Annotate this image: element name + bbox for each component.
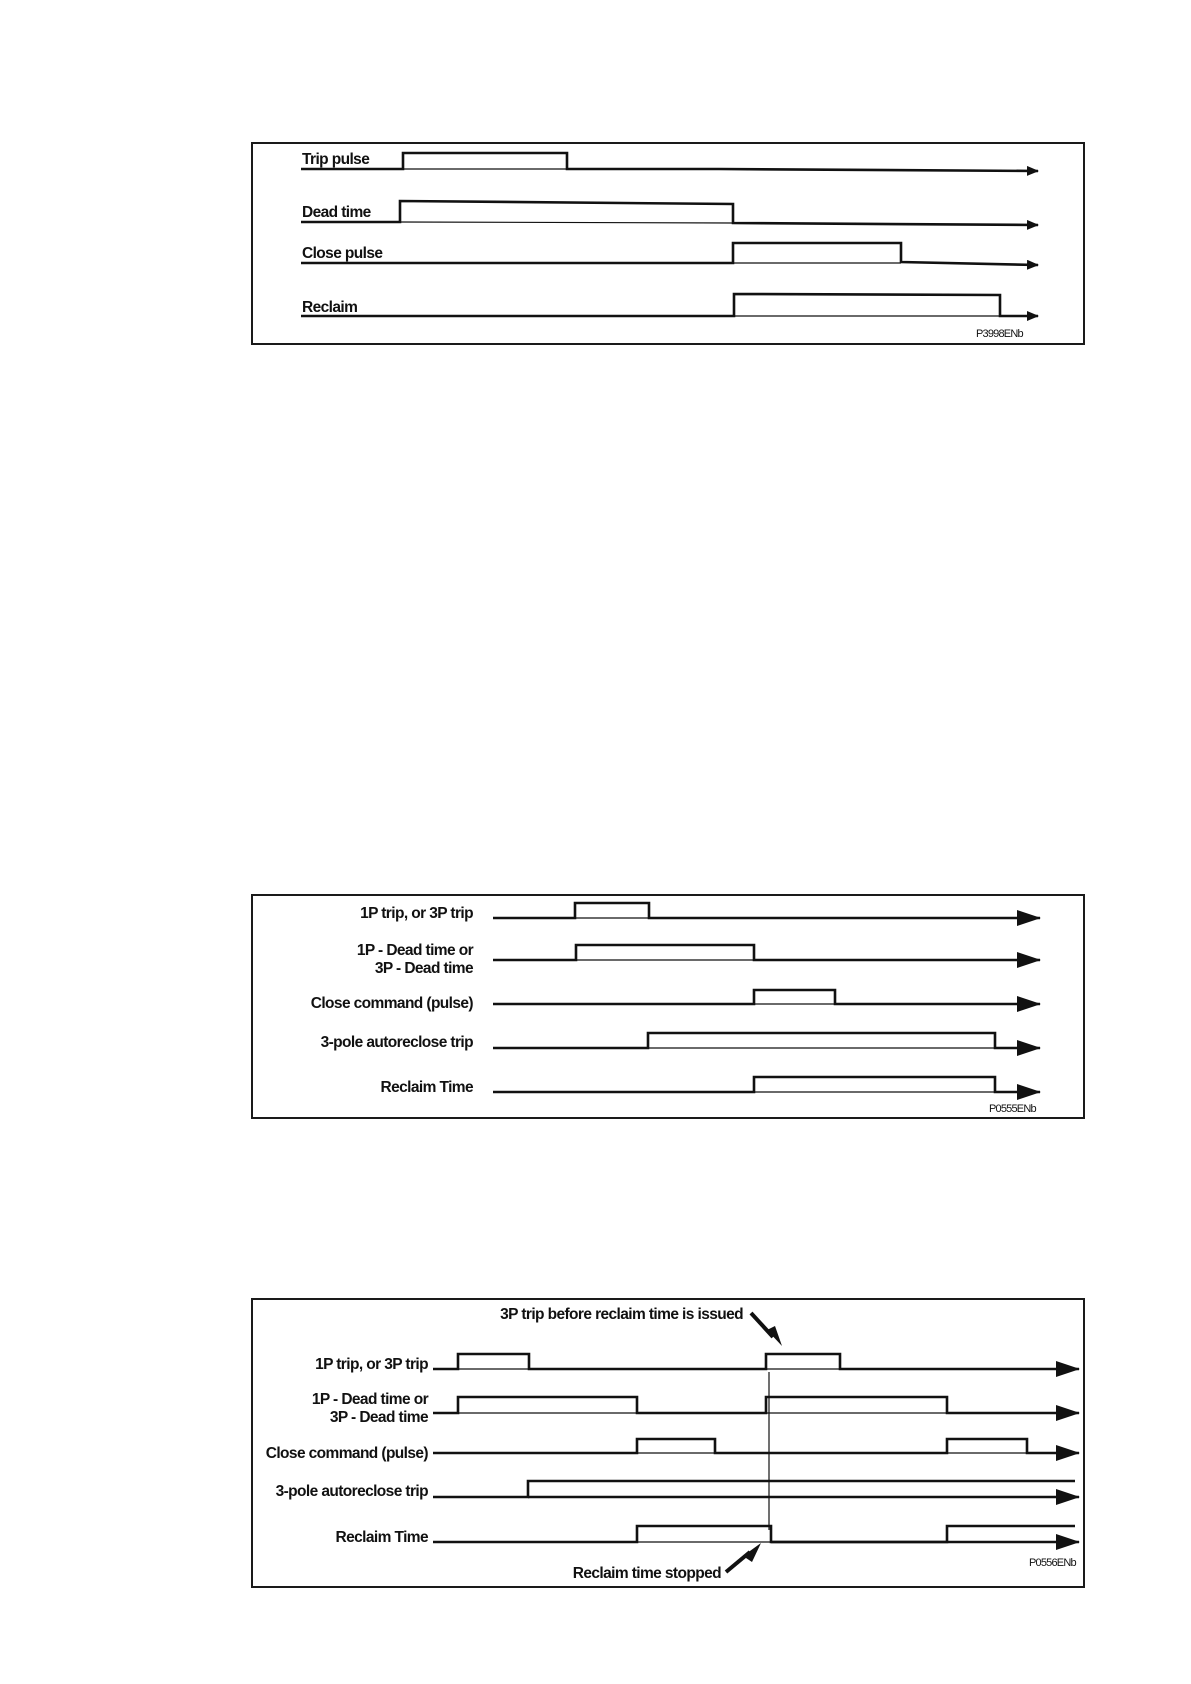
- signal-label-trip-pulse: Trip pulse: [302, 151, 370, 168]
- dead-time-waveform: [433, 1397, 1079, 1413]
- timing-diagram-1: [251, 142, 1085, 345]
- reclaim-time-waveform: [433, 1526, 1075, 1542]
- annotation-reclaim-time-stopped: Reclaim time stopped: [572, 1565, 721, 1582]
- timing-diagram-2: [251, 894, 1085, 1119]
- dead-time-waveform: [301, 201, 1038, 225]
- signal-label-3pole-ar-trip: 3-pole autoreclose trip: [275, 1483, 428, 1500]
- signal-label-3pole-ar-trip: 3-pole autoreclose trip: [320, 1034, 473, 1051]
- signal-label-reclaim: Reclaim: [302, 299, 358, 316]
- annotation-arrow-top: [751, 1313, 773, 1337]
- signal-label-dead-time: Dead time: [302, 204, 371, 221]
- signal-label-close-command: Close command (pulse): [265, 1445, 428, 1462]
- timing-diagram-3-canvas: [253, 1300, 1083, 1586]
- signal-label-dead-time-line2: 3P - Dead time: [329, 1409, 428, 1426]
- signal-label-close-command: Close command (pulse): [310, 995, 473, 1012]
- annotation-arrowhead-bottom: [743, 1543, 761, 1562]
- close-pulse-waveform: [301, 243, 1038, 265]
- 3pole-ar-trip-waveform: [433, 1481, 1075, 1497]
- signal-label-dead-time-line2: 3P - Dead time: [374, 960, 473, 977]
- annotation-arrowhead-top: [767, 1326, 782, 1346]
- timing-diagram-2-canvas: [253, 896, 1083, 1117]
- figure-code: P0555ENb: [989, 1103, 1036, 1115]
- figure-code: P3998ENb: [976, 328, 1023, 340]
- signal-label-dead-time-line1: 1P - Dead time or: [356, 942, 473, 959]
- signal-label-dead-time-line1: 1P - Dead time or: [311, 1391, 428, 1408]
- signal-label-1p-3p-trip: 1P trip, or 3P trip: [315, 1356, 428, 1373]
- dead-time-baseline: [400, 222, 733, 223]
- reclaim-waveform: [301, 294, 1038, 316]
- reclaim-time-waveform: [493, 1077, 1040, 1092]
- signal-label-1p-3p-trip: 1P trip, or 3P trip: [360, 905, 473, 922]
- trip-pulse-waveform: [301, 153, 1038, 171]
- close-command-waveform: [433, 1439, 1079, 1453]
- dead-time-waveform: [493, 945, 1040, 960]
- trip-waveform: [493, 903, 1040, 918]
- timing-diagram-3: [251, 1298, 1085, 1588]
- signal-label-reclaim-time: Reclaim Time: [335, 1529, 428, 1546]
- 3pole-ar-trip-waveform: [493, 1033, 1040, 1048]
- annotation-3p-trip-before-reclaim: 3P trip before reclaim time is issued: [500, 1306, 743, 1323]
- timing-diagram-1-canvas: [253, 144, 1083, 343]
- figure-code: P0556ENb: [1029, 1557, 1076, 1569]
- signal-label-close-pulse: Close pulse: [302, 245, 383, 262]
- close-command-waveform: [493, 990, 1040, 1004]
- trip-waveform: [433, 1354, 1079, 1369]
- signal-label-reclaim-time: Reclaim Time: [380, 1079, 473, 1096]
